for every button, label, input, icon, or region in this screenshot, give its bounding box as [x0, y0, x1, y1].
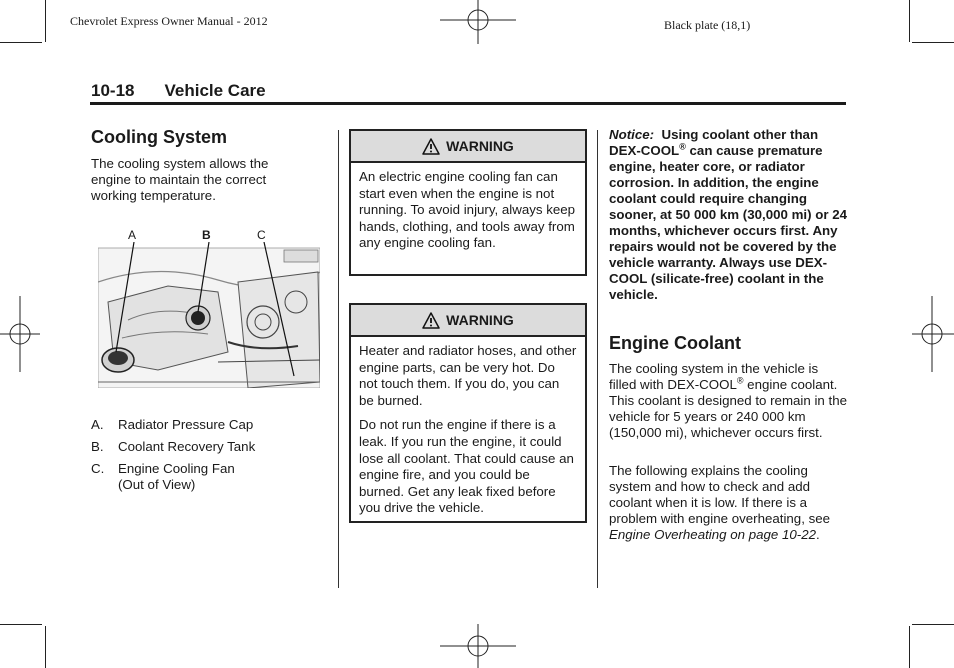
engine-figure — [91, 228, 321, 390]
warning-body — [351, 337, 585, 523]
engine-compartment-illustration-icon — [98, 242, 320, 388]
warning-header — [351, 131, 585, 163]
column-divider — [338, 130, 339, 588]
figure-legend — [91, 417, 321, 493]
figure-label-c: C — [257, 228, 266, 242]
crop-mark — [909, 0, 910, 42]
figure-label-b: B — [202, 228, 211, 242]
crop-mark — [45, 0, 46, 42]
crop-mark — [0, 624, 42, 625]
page-heading — [91, 81, 266, 101]
notice-block — [609, 127, 849, 303]
warning-header — [351, 305, 585, 337]
legend-item: B. Coolant Recovery Tank — [91, 439, 256, 454]
figure-label-a: A — [128, 228, 137, 242]
warning-title: WARNING — [446, 138, 514, 154]
warning-text: An electric engine cooling fan can start even when the engine is not running. To avoid injury, always keep hands, clothing, and tools away from any engine cooling fan. — [359, 169, 576, 251]
registered-mark: ® — [736, 375, 744, 386]
crop-mark — [0, 42, 42, 43]
plate-label: Black plate (18,1) — [664, 18, 751, 32]
crop-mark — [912, 42, 954, 43]
notice-text-after: can cause premature engine, heater core, or radiator corrosion. In addition, the engine coolant could require changing sooner, at 50 000 km (30,000 mi) or 24 months, whichever occurs first. Any repairs would not be covered by the vehicle warranty. Always use DEX-COOL (silicate-free) coolant in the vehicle. — [609, 143, 847, 302]
cooling-system-intro: The cooling system allows the engine to maintain the correct working temperature. — [91, 156, 269, 203]
crop-mark — [45, 626, 46, 668]
crop-mark — [912, 624, 954, 625]
warning-body — [351, 163, 585, 258]
legend-item: C. Engine Cooling Fan (Out of View) — [91, 461, 235, 492]
section-title: Vehicle Care — [164, 81, 266, 100]
cooling-system-heading: Cooling System — [91, 127, 228, 147]
warning-box — [349, 129, 587, 276]
warning-title: WARNING — [446, 312, 514, 328]
page-number: 10-18 — [91, 81, 135, 100]
warning-box — [349, 303, 587, 523]
registration-mark-icon — [440, 0, 516, 44]
notice-label: Notice: — [609, 127, 655, 142]
engine-coolant-heading: Engine Coolant — [609, 333, 741, 353]
notice-text-before: Using coolant other than DEX-COOL — [609, 127, 819, 158]
engine-coolant-paragraph: The following explains the cooling system and how to check and add coolant when it is low. If there is a problem with engine overheating, see Engine Overheating on page 10-22. — [609, 463, 831, 542]
warning-icon — [422, 138, 440, 155]
registered-mark: ® — [679, 141, 686, 152]
legend-item: A. Radiator Pressure Cap — [91, 417, 254, 432]
manual-title: Chevrolet Express Owner Manual - 2012 — [70, 14, 268, 28]
registration-mark-icon — [0, 296, 40, 372]
warning-text: Do not run the engine if there is a leak. If you run the engine, it could lose all coolant. That could cause an engine fire, and you could be burned. Get any leak fixed before you drive the vehicle. — [359, 417, 574, 516]
crop-mark — [909, 626, 910, 668]
warning-text: Heater and radiator hoses, and other engine parts, can be very hot. Do not touch them. If you do, you can be burned. — [359, 343, 577, 408]
engine-coolant-paragraph: The cooling system in the vehicle is filled with DEX-COOL® engine coolant. This coolant is designed to remain in the vehicle for 5 years or 240 000 km (150,000 mi), whichever occurs first. — [609, 361, 848, 440]
registration-mark-icon — [440, 624, 516, 668]
warning-icon — [422, 312, 440, 329]
registration-mark-icon — [912, 296, 954, 372]
header-rule — [90, 102, 846, 105]
column-divider — [597, 130, 598, 588]
cross-reference-link[interactable]: Engine Overheating on page 10-22 — [609, 527, 816, 542]
